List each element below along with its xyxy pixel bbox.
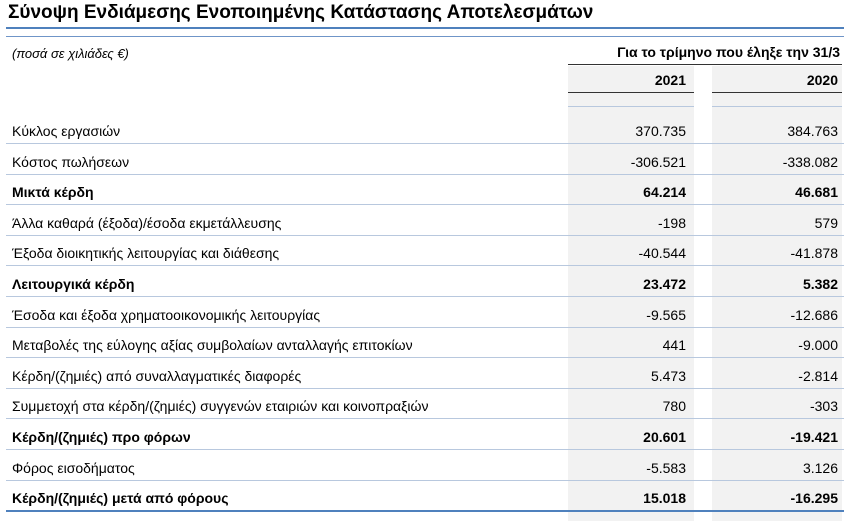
row-divider bbox=[6, 204, 844, 205]
value-2021: -306.521 bbox=[630, 153, 686, 170]
row-label: Συμμετοχή στα κέρδη/(ζημιές) συγγενών εταιριών και κοινοπραξιών bbox=[12, 398, 429, 415]
row-label: Έξοδα διοικητικής λειτουργίας και διάθεσης bbox=[12, 245, 280, 262]
row-divider bbox=[6, 480, 844, 481]
row-label: Μεταβολές της εύλογης αξίας συμβολαίων ανταλλαγής επιτοκίων bbox=[12, 337, 413, 354]
value-2020: 579 bbox=[814, 214, 838, 231]
value-2020: -2.814 bbox=[798, 367, 838, 384]
value-2021: -9.565 bbox=[646, 306, 686, 323]
row-divider bbox=[6, 235, 844, 236]
table-row bbox=[0, 361, 848, 391]
row-divider bbox=[6, 174, 844, 175]
row-label: Κέρδη/(ζημιές) μετά από φόρους bbox=[12, 490, 229, 507]
table-row bbox=[0, 391, 848, 421]
table-row bbox=[0, 147, 848, 177]
row-label: Κύκλος εργασιών bbox=[12, 123, 121, 139]
table-row bbox=[0, 238, 848, 268]
value-2021: 20.601 bbox=[643, 429, 686, 445]
value-2021: 780 bbox=[662, 398, 686, 415]
page-title: Σύνοψη Ενδιάμεσης Ενοποιημένης Κατάστασης Αποτελεσμάτων bbox=[8, 2, 594, 23]
table-row bbox=[0, 483, 848, 513]
row-divider bbox=[6, 296, 844, 297]
table-row bbox=[0, 300, 848, 330]
title-underline bbox=[6, 27, 844, 29]
year-underline-2021 bbox=[568, 92, 694, 93]
row-divider bbox=[6, 418, 844, 419]
row-divider bbox=[6, 327, 844, 328]
value-2021: -40.544 bbox=[638, 245, 686, 262]
table-row bbox=[0, 330, 848, 360]
value-2020: -303 bbox=[809, 398, 838, 415]
row-divider bbox=[6, 265, 844, 266]
value-2020: -19.421 bbox=[790, 429, 838, 445]
gap-rule-2020 bbox=[712, 106, 842, 107]
year-header-2021: 2021 bbox=[654, 72, 686, 88]
value-2020: -16.295 bbox=[790, 490, 838, 507]
table-row bbox=[0, 116, 848, 146]
row-divider bbox=[6, 143, 844, 144]
period-header: Για το τρίμηνο που έληξε την 31/3 bbox=[617, 44, 840, 60]
year-underline-2020 bbox=[712, 92, 842, 93]
row-label: Φόρος εισοδήματος bbox=[12, 459, 135, 476]
table-row bbox=[0, 422, 848, 452]
row-label: Άλλα καθαρά (έξοδα)/έσοδα εκμετάλλευσης bbox=[12, 214, 282, 231]
row-divider bbox=[6, 449, 844, 450]
value-2020: -338.082 bbox=[782, 153, 838, 170]
row-label: Κόστος πωλήσεων bbox=[12, 153, 130, 170]
row-divider bbox=[6, 388, 844, 389]
row-label: Μικτά κέρδη bbox=[12, 184, 94, 201]
value-2020: 5.382 bbox=[802, 276, 838, 292]
table-row bbox=[0, 177, 848, 207]
period-underline bbox=[568, 64, 842, 65]
value-2020: -12.686 bbox=[790, 306, 838, 323]
header-rule bbox=[6, 36, 844, 37]
table-row bbox=[0, 453, 848, 483]
value-2021: 64.214 bbox=[643, 184, 686, 201]
row-label: Λειτουργικά κέρδη bbox=[12, 276, 135, 292]
value-2020: -9.000 bbox=[798, 337, 838, 354]
value-2020: 46.681 bbox=[795, 184, 838, 201]
row-divider bbox=[6, 357, 844, 358]
value-2020: -41.878 bbox=[790, 245, 838, 262]
gap-rule-2021 bbox=[568, 106, 694, 107]
value-2021: 441 bbox=[662, 337, 686, 354]
year-header-2020: 2020 bbox=[806, 72, 838, 88]
value-2021: 23.472 bbox=[643, 276, 686, 292]
row-label: Κέρδη/(ζημιές) από συναλλαγματικές διαφορές bbox=[12, 367, 302, 384]
value-2021: -198 bbox=[657, 214, 686, 231]
value-2020: 384.763 bbox=[787, 123, 838, 139]
table-row bbox=[0, 269, 848, 299]
value-2021: -5.583 bbox=[646, 459, 686, 476]
value-2021: 15.018 bbox=[643, 490, 686, 507]
row-label: Έσοδα και έξοδα χρηματοοικονομικής λειτουργίας bbox=[12, 306, 321, 323]
row-label: Κέρδη/(ζημιές) προ φόρων bbox=[12, 429, 191, 445]
value-2021: 370.735 bbox=[635, 123, 686, 139]
value-2020: 3.126 bbox=[802, 459, 838, 476]
unit-note: (ποσά σε χιλιάδες €) bbox=[12, 46, 129, 61]
table-row bbox=[0, 208, 848, 238]
row-divider bbox=[6, 510, 844, 512]
value-2021: 5.473 bbox=[650, 367, 686, 384]
